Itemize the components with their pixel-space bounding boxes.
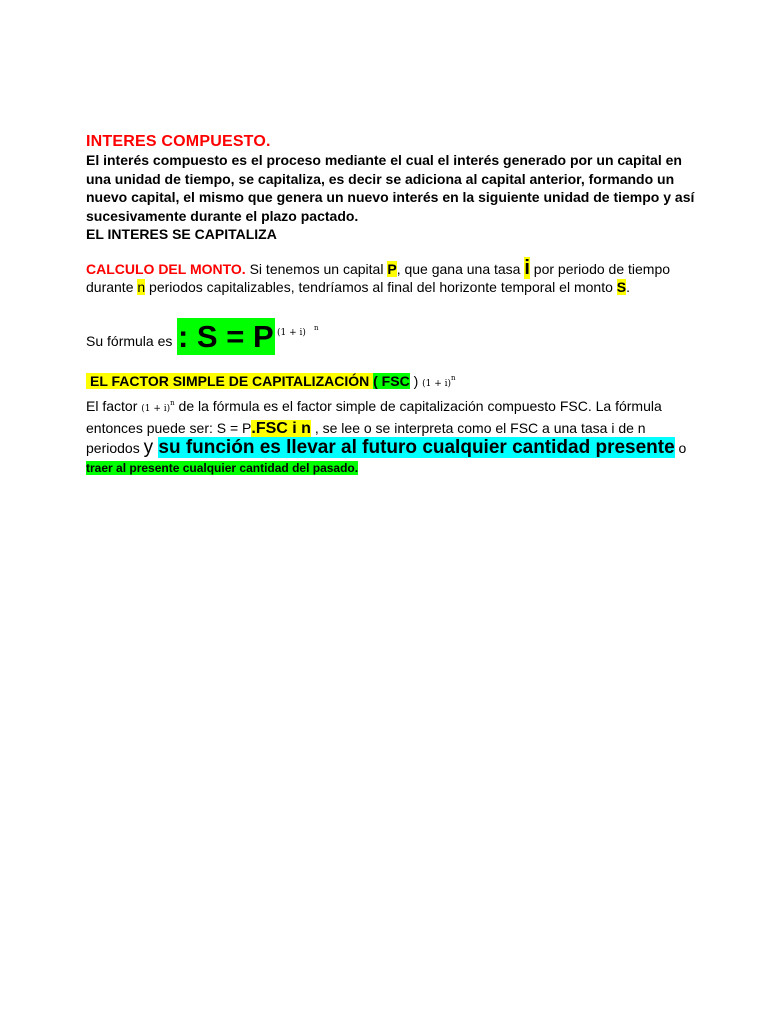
fsc-heading: EL FACTOR SIMPLE DE CAPITALIZACIÓN — [86, 373, 369, 389]
intro-text: El interés compuesto es el proceso mediante el cual el interés generado por un capital en una unidad de tiempo, se capitaliza, es decir se adiciona al capital anterior, formando un nuevo capital, el mismo que genera un nuevo interés en la siguiente unidad de tiempo y así sucesivamente durante el plazo pactado. — [86, 152, 695, 224]
formula-exponent: n — [314, 324, 319, 332]
funcion-highlight: su función es llevar al futuro cualquier cantidad presente — [158, 437, 675, 458]
fsc-i-n-highlight: .FSC i n — [251, 420, 311, 437]
calc-text-2: , que gana una tasa — [396, 261, 525, 277]
fsc-abbrev: ( FSC — [373, 373, 410, 389]
tasa-i-highlight: i — [524, 257, 530, 279]
traer-highlight: traer al presente cualquier cantidad del pasado. — [86, 461, 359, 475]
page-title: INTERES COMPUESTO. — [86, 133, 271, 150]
periodos-n-highlight: n — [137, 278, 146, 295]
formula-main: : S = P — [178, 319, 274, 354]
formula-label: Su fórmula es — [86, 333, 173, 349]
calc-text-1: Si tenemos un capital — [245, 261, 388, 277]
calc-text-3: por periodo de tiempo durante — [86, 261, 671, 295]
formula-box — [177, 318, 367, 355]
factor-y: y — [143, 437, 159, 458]
calculo-heading: CALCULO DEL MONTO. — [86, 261, 246, 277]
factor-paren: (1 + i) — [141, 404, 171, 414]
formula-paren: (1 + i) — [277, 328, 306, 338]
factor-text-3: , se lee o se interpreta como el FSC a una tasa i de n periodos — [86, 420, 646, 456]
factor-text-2: de la fórmula es el factor simple de capitalización compuesto FSC. La fórmula entonces puede ser: S = P — [86, 398, 662, 436]
calc-text-4: periodos capitalizables, tendríamos al final del horizonte temporal el monto — [145, 278, 617, 295]
intro-paragraph — [86, 151, 706, 244]
fsc-heading-line — [86, 373, 456, 389]
calculo-paragraph — [86, 257, 686, 296]
calc-text-5: . — [626, 278, 630, 295]
fsc-close: ) — [413, 373, 419, 389]
factor-exponent: n — [170, 399, 175, 407]
factor-text-1: El factor — [86, 398, 142, 414]
monto-s-highlight: S — [616, 278, 627, 295]
factor-o: o — [674, 440, 687, 456]
fsc-paren: (1 + i) — [422, 379, 452, 389]
capitaliza-text: EL INTERES SE CAPITALIZA — [86, 226, 277, 242]
fsc-exponent: n — [451, 374, 456, 382]
factor-paragraph — [86, 394, 696, 478]
capital-p-highlight: P — [387, 261, 397, 277]
